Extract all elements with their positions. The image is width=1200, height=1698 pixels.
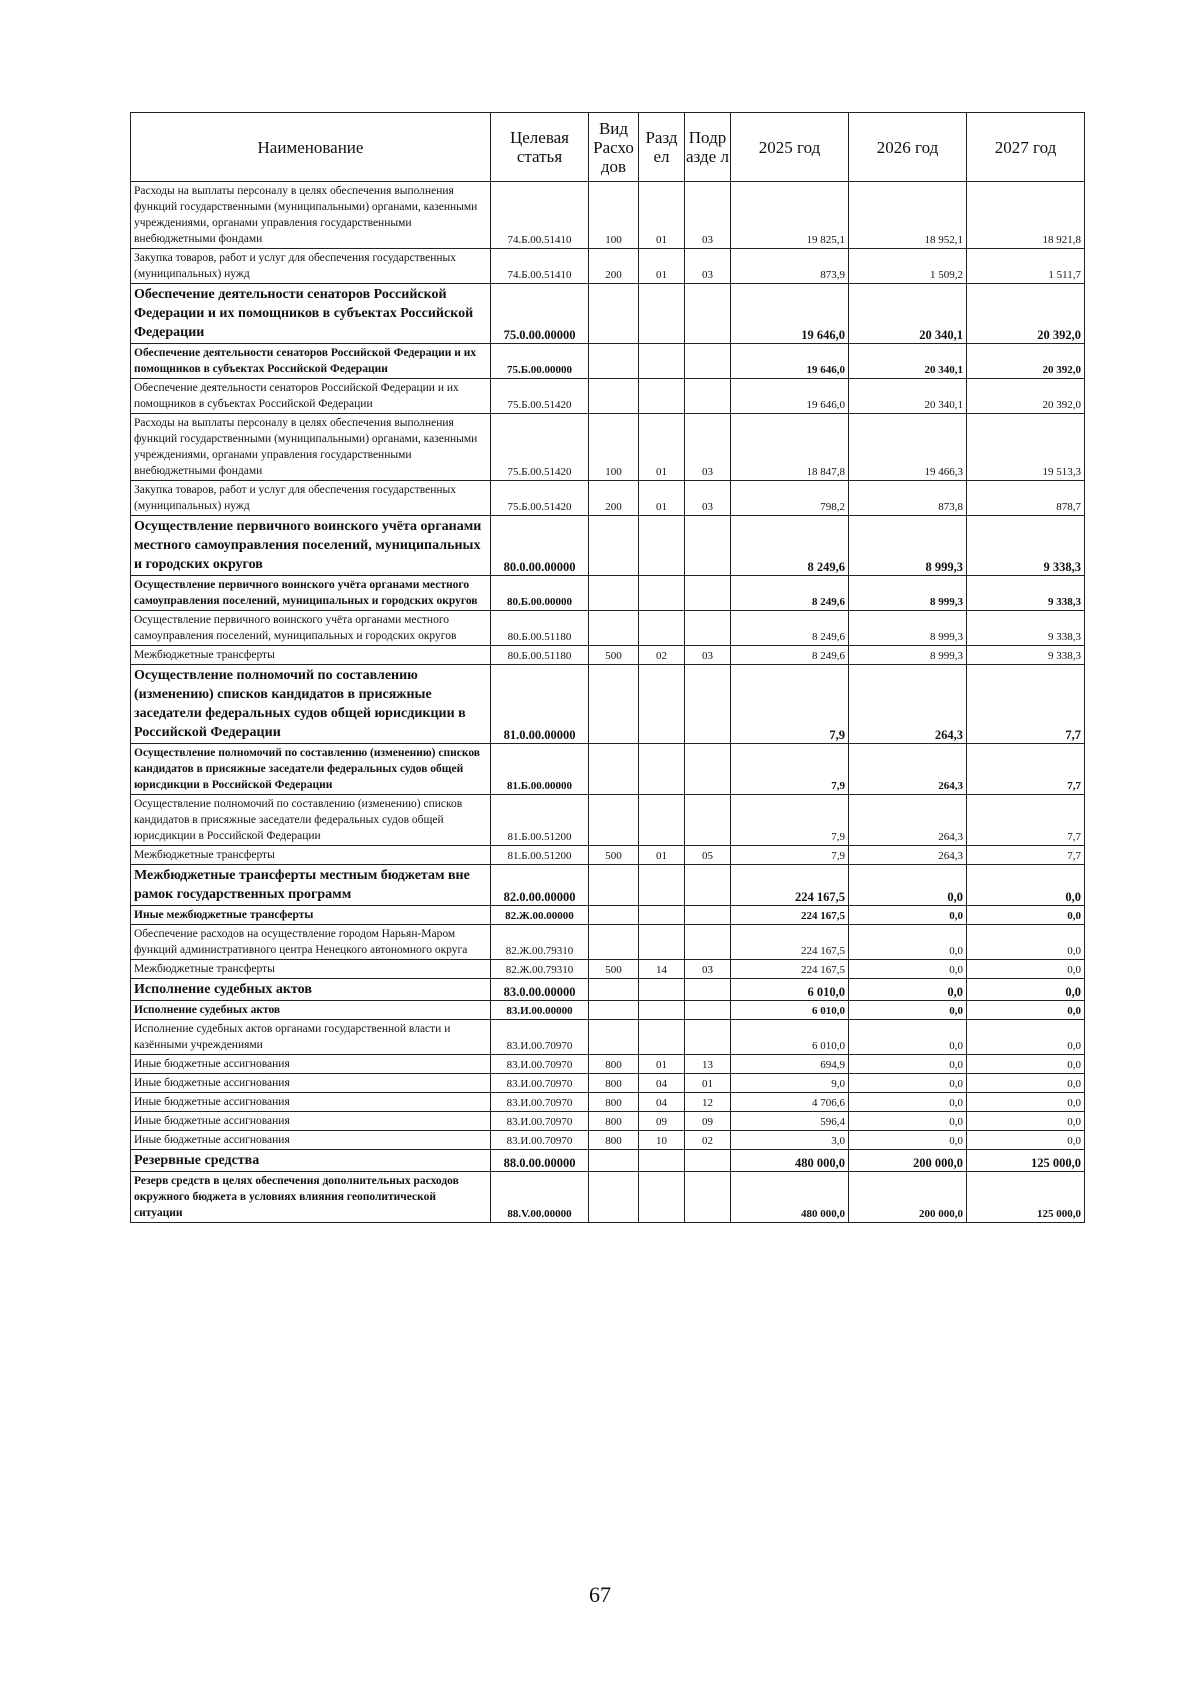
cell-y2027: 7,7 bbox=[967, 795, 1085, 846]
cell-vr bbox=[589, 1150, 639, 1172]
cell-name: Обеспечение деятельности сенаторов Российской Федерации и их помощников в субъектах Российской Федерации bbox=[131, 344, 491, 379]
cell-code: 80.0.00.00000 bbox=[491, 516, 589, 576]
cell-y2025: 8 249,6 bbox=[731, 646, 849, 665]
cell-y2027: 7,7 bbox=[967, 744, 1085, 795]
cell-code: 75.Б.00.00000 bbox=[491, 344, 589, 379]
cell-y2025: 19 646,0 bbox=[731, 344, 849, 379]
cell-rz bbox=[639, 1001, 685, 1020]
table-row bbox=[131, 744, 1085, 795]
cell-pr bbox=[685, 906, 731, 925]
cell-y2026: 0,0 bbox=[849, 979, 967, 1001]
cell-code: 82.Ж.00.79310 bbox=[491, 925, 589, 960]
cell-vr: 800 bbox=[589, 1093, 639, 1112]
cell-y2026: 200 000,0 bbox=[849, 1172, 967, 1223]
cell-name: Иные бюджетные ассигнования bbox=[131, 1055, 491, 1074]
cell-vr bbox=[589, 979, 639, 1001]
cell-name: Исполнение судебных актов bbox=[131, 979, 491, 1001]
cell-y2026: 0,0 bbox=[849, 1112, 967, 1131]
cell-y2027: 9 338,3 bbox=[967, 646, 1085, 665]
cell-code: 81.Б.00.51200 bbox=[491, 846, 589, 865]
cell-y2026: 0,0 bbox=[849, 1131, 967, 1150]
cell-y2026: 0,0 bbox=[849, 1093, 967, 1112]
cell-name: Закупка товаров, работ и услуг для обеспечения государственных (муниципальных) нужд bbox=[131, 249, 491, 284]
table-row bbox=[131, 414, 1085, 481]
cell-vr: 200 bbox=[589, 249, 639, 284]
table-row bbox=[131, 1150, 1085, 1172]
cell-y2027: 18 921,8 bbox=[967, 182, 1085, 249]
table-row bbox=[131, 865, 1085, 906]
cell-y2027: 20 392,0 bbox=[967, 344, 1085, 379]
cell-code: 83.0.00.00000 bbox=[491, 979, 589, 1001]
cell-code: 75.0.00.00000 bbox=[491, 284, 589, 344]
cell-vr: 800 bbox=[589, 1112, 639, 1131]
table-row bbox=[131, 846, 1085, 865]
cell-y2025: 694,9 bbox=[731, 1055, 849, 1074]
cell-name: Осуществление полномочий по составлению (изменению) списков кандидатов в присяжные заседатели федеральных судов общей юрисдикции в Российской Федерации bbox=[131, 795, 491, 846]
cell-y2025: 480 000,0 bbox=[731, 1172, 849, 1223]
cell-pr bbox=[685, 611, 731, 646]
table-row bbox=[131, 1172, 1085, 1223]
cell-name: Исполнение судебных актов bbox=[131, 1001, 491, 1020]
cell-y2027: 1 511,7 bbox=[967, 249, 1085, 284]
cell-y2025: 6 010,0 bbox=[731, 1020, 849, 1055]
header-code: Целевая статья bbox=[491, 113, 589, 182]
cell-pr: 05 bbox=[685, 846, 731, 865]
cell-vr bbox=[589, 284, 639, 344]
cell-y2027: 0,0 bbox=[967, 1074, 1085, 1093]
table-row bbox=[131, 249, 1085, 284]
cell-y2026: 0,0 bbox=[849, 1055, 967, 1074]
cell-rz bbox=[639, 1150, 685, 1172]
cell-rz bbox=[639, 379, 685, 414]
table-row bbox=[131, 979, 1085, 1001]
cell-vr: 500 bbox=[589, 646, 639, 665]
cell-vr bbox=[589, 665, 639, 744]
cell-y2027: 0,0 bbox=[967, 1112, 1085, 1131]
table-row bbox=[131, 1020, 1085, 1055]
table-row bbox=[131, 906, 1085, 925]
cell-y2025: 4 706,6 bbox=[731, 1093, 849, 1112]
cell-y2027: 0,0 bbox=[967, 865, 1085, 906]
cell-y2026: 0,0 bbox=[849, 906, 967, 925]
cell-y2027: 7,7 bbox=[967, 665, 1085, 744]
header-name: Наименование bbox=[131, 113, 491, 182]
cell-y2026: 0,0 bbox=[849, 925, 967, 960]
cell-pr: 03 bbox=[685, 414, 731, 481]
cell-name: Обеспечение деятельности сенаторов Российской Федерации и их помощников в субъектах Российской Федерации bbox=[131, 379, 491, 414]
cell-y2025: 8 249,6 bbox=[731, 576, 849, 611]
cell-name: Иные бюджетные ассигнования bbox=[131, 1074, 491, 1093]
cell-y2025: 224 167,5 bbox=[731, 960, 849, 979]
cell-y2027: 19 513,3 bbox=[967, 414, 1085, 481]
cell-y2026: 19 466,3 bbox=[849, 414, 967, 481]
cell-vr: 800 bbox=[589, 1074, 639, 1093]
cell-name: Обеспечение расходов на осуществление городом Нарьян-Маром функций административного центра Ненецкого автономного округа bbox=[131, 925, 491, 960]
cell-y2027: 9 338,3 bbox=[967, 516, 1085, 576]
cell-vr: 200 bbox=[589, 481, 639, 516]
table-row bbox=[131, 1112, 1085, 1131]
cell-pr: 13 bbox=[685, 1055, 731, 1074]
cell-rz bbox=[639, 865, 685, 906]
cell-rz bbox=[639, 344, 685, 379]
cell-rz bbox=[639, 611, 685, 646]
cell-y2025: 596,4 bbox=[731, 1112, 849, 1131]
cell-vr: 100 bbox=[589, 182, 639, 249]
cell-pr: 01 bbox=[685, 1074, 731, 1093]
cell-y2025: 9,0 bbox=[731, 1074, 849, 1093]
cell-rz: 14 bbox=[639, 960, 685, 979]
cell-code: 74.Б.00.51410 bbox=[491, 182, 589, 249]
cell-code: 83.И.00.70970 bbox=[491, 1020, 589, 1055]
cell-code: 88.0.00.00000 bbox=[491, 1150, 589, 1172]
cell-y2026: 20 340,1 bbox=[849, 379, 967, 414]
cell-y2027: 9 338,3 bbox=[967, 576, 1085, 611]
cell-y2026: 873,8 bbox=[849, 481, 967, 516]
cell-name: Обеспечение деятельности сенаторов Российской Федерации и их помощников в субъектах Российской Федерации bbox=[131, 284, 491, 344]
table-row bbox=[131, 795, 1085, 846]
budget-table bbox=[130, 112, 1085, 1223]
cell-y2025: 6 010,0 bbox=[731, 1001, 849, 1020]
cell-pr bbox=[685, 284, 731, 344]
cell-vr: 800 bbox=[589, 1131, 639, 1150]
cell-pr bbox=[685, 344, 731, 379]
cell-y2027: 0,0 bbox=[967, 1020, 1085, 1055]
cell-y2025: 224 167,5 bbox=[731, 925, 849, 960]
cell-pr: 03 bbox=[685, 249, 731, 284]
cell-y2027: 7,7 bbox=[967, 846, 1085, 865]
cell-code: 83.И.00.00000 bbox=[491, 1001, 589, 1020]
table-row bbox=[131, 1131, 1085, 1150]
cell-code: 83.И.00.70970 bbox=[491, 1093, 589, 1112]
cell-rz: 04 bbox=[639, 1093, 685, 1112]
cell-pr: 03 bbox=[685, 481, 731, 516]
cell-vr bbox=[589, 344, 639, 379]
cell-y2027: 20 392,0 bbox=[967, 284, 1085, 344]
cell-code: 75.Б.00.51420 bbox=[491, 379, 589, 414]
cell-pr bbox=[685, 1001, 731, 1020]
cell-y2025: 873,9 bbox=[731, 249, 849, 284]
header-row bbox=[131, 113, 1085, 182]
table-row bbox=[131, 379, 1085, 414]
cell-y2026: 0,0 bbox=[849, 1001, 967, 1020]
cell-rz bbox=[639, 979, 685, 1001]
cell-y2026: 264,3 bbox=[849, 795, 967, 846]
cell-rz bbox=[639, 516, 685, 576]
cell-vr: 800 bbox=[589, 1055, 639, 1074]
cell-vr: 500 bbox=[589, 960, 639, 979]
cell-pr bbox=[685, 925, 731, 960]
cell-y2027: 878,7 bbox=[967, 481, 1085, 516]
cell-y2026: 200 000,0 bbox=[849, 1150, 967, 1172]
cell-pr: 02 bbox=[685, 1131, 731, 1150]
table-row bbox=[131, 344, 1085, 379]
cell-pr: 12 bbox=[685, 1093, 731, 1112]
cell-code: 80.Б.00.51180 bbox=[491, 611, 589, 646]
cell-rz bbox=[639, 795, 685, 846]
cell-name: Исполнение судебных актов органами государственной власти и казёнными учреждениями bbox=[131, 1020, 491, 1055]
cell-y2025: 8 249,6 bbox=[731, 611, 849, 646]
cell-y2027: 0,0 bbox=[967, 1055, 1085, 1074]
cell-y2027: 9 338,3 bbox=[967, 611, 1085, 646]
cell-pr bbox=[685, 865, 731, 906]
cell-pr bbox=[685, 576, 731, 611]
cell-y2025: 18 847,8 bbox=[731, 414, 849, 481]
table-row bbox=[131, 665, 1085, 744]
cell-y2027: 0,0 bbox=[967, 1001, 1085, 1020]
cell-y2027: 0,0 bbox=[967, 979, 1085, 1001]
cell-y2025: 7,9 bbox=[731, 744, 849, 795]
cell-y2026: 8 999,3 bbox=[849, 646, 967, 665]
cell-y2026: 8 999,3 bbox=[849, 576, 967, 611]
cell-y2027: 125 000,0 bbox=[967, 1150, 1085, 1172]
page-number: 67 bbox=[589, 1582, 611, 1607]
table-row bbox=[131, 925, 1085, 960]
cell-rz bbox=[639, 906, 685, 925]
cell-y2025: 798,2 bbox=[731, 481, 849, 516]
cell-pr bbox=[685, 1150, 731, 1172]
cell-y2027: 125 000,0 bbox=[967, 1172, 1085, 1223]
cell-y2027: 0,0 bbox=[967, 960, 1085, 979]
cell-y2026: 18 952,1 bbox=[849, 182, 967, 249]
cell-rz: 09 bbox=[639, 1112, 685, 1131]
cell-vr bbox=[589, 611, 639, 646]
cell-y2025: 8 249,6 bbox=[731, 516, 849, 576]
cell-name: Осуществление первичного воинского учёта органами местного самоуправления поселений, муниципальных и городских округов bbox=[131, 576, 491, 611]
cell-y2026: 264,3 bbox=[849, 846, 967, 865]
cell-code: 83.И.00.70970 bbox=[491, 1112, 589, 1131]
cell-y2025: 3,0 bbox=[731, 1131, 849, 1150]
cell-rz bbox=[639, 284, 685, 344]
cell-y2027: 20 392,0 bbox=[967, 379, 1085, 414]
cell-y2027: 0,0 bbox=[967, 1093, 1085, 1112]
cell-rz bbox=[639, 576, 685, 611]
cell-vr bbox=[589, 865, 639, 906]
cell-y2027: 0,0 bbox=[967, 1131, 1085, 1150]
cell-rz: 01 bbox=[639, 414, 685, 481]
cell-code: 83.И.00.70970 bbox=[491, 1055, 589, 1074]
header-vr: Вид Расхо дов bbox=[589, 113, 639, 182]
cell-y2026: 0,0 bbox=[849, 865, 967, 906]
header-rz: Разд ел bbox=[639, 113, 685, 182]
cell-code: 81.0.00.00000 bbox=[491, 665, 589, 744]
cell-rz bbox=[639, 925, 685, 960]
table-row bbox=[131, 182, 1085, 249]
cell-code: 80.Б.00.00000 bbox=[491, 576, 589, 611]
cell-pr bbox=[685, 1172, 731, 1223]
cell-pr bbox=[685, 744, 731, 795]
cell-pr bbox=[685, 665, 731, 744]
header-pr: Подр азде л bbox=[685, 113, 731, 182]
cell-y2025: 7,9 bbox=[731, 846, 849, 865]
cell-y2025: 7,9 bbox=[731, 665, 849, 744]
header-2027: 2027 год bbox=[967, 113, 1085, 182]
cell-name: Иные межбюджетные трансферты bbox=[131, 906, 491, 925]
cell-y2025: 480 000,0 bbox=[731, 1150, 849, 1172]
cell-code: 81.Б.00.00000 bbox=[491, 744, 589, 795]
cell-y2025: 6 010,0 bbox=[731, 979, 849, 1001]
cell-code: 83.И.00.70970 bbox=[491, 1074, 589, 1093]
cell-name: Резерв средств в целях обеспечения дополнительных расходов окружного бюджета в условиях влияния геополитической ситуации bbox=[131, 1172, 491, 1223]
cell-code: 75.Б.00.51420 bbox=[491, 414, 589, 481]
cell-rz: 04 bbox=[639, 1074, 685, 1093]
header-2026: 2026 год bbox=[849, 113, 967, 182]
cell-y2026: 20 340,1 bbox=[849, 284, 967, 344]
cell-y2026: 8 999,3 bbox=[849, 516, 967, 576]
cell-vr: 100 bbox=[589, 414, 639, 481]
cell-name: Межбюджетные трансферты bbox=[131, 846, 491, 865]
cell-y2027: 0,0 bbox=[967, 906, 1085, 925]
cell-name: Осуществление первичного воинского учёта органами местного самоуправления поселений, муниципальных и городских округов bbox=[131, 516, 491, 576]
table-body bbox=[131, 182, 1085, 1223]
cell-rz: 01 bbox=[639, 846, 685, 865]
cell-name: Иные бюджетные ассигнования bbox=[131, 1131, 491, 1150]
cell-name: Иные бюджетные ассигнования bbox=[131, 1112, 491, 1131]
cell-name: Иные бюджетные ассигнования bbox=[131, 1093, 491, 1112]
cell-rz bbox=[639, 1020, 685, 1055]
cell-code: 82.Ж.00.79310 bbox=[491, 960, 589, 979]
cell-vr bbox=[589, 576, 639, 611]
table-row bbox=[131, 646, 1085, 665]
cell-vr bbox=[589, 906, 639, 925]
cell-pr: 03 bbox=[685, 182, 731, 249]
cell-code: 75.Б.00.51420 bbox=[491, 481, 589, 516]
cell-pr bbox=[685, 379, 731, 414]
cell-rz bbox=[639, 1172, 685, 1223]
table-row bbox=[131, 576, 1085, 611]
cell-code: 83.И.00.70970 bbox=[491, 1131, 589, 1150]
cell-y2026: 264,3 bbox=[849, 665, 967, 744]
cell-vr bbox=[589, 925, 639, 960]
table-row bbox=[131, 284, 1085, 344]
table-row bbox=[131, 1055, 1085, 1074]
cell-pr: 03 bbox=[685, 646, 731, 665]
table-row bbox=[131, 516, 1085, 576]
cell-pr bbox=[685, 516, 731, 576]
table-row bbox=[131, 481, 1085, 516]
cell-name: Осуществление первичного воинского учёта органами местного самоуправления поселений, муниципальных и городских округов bbox=[131, 611, 491, 646]
cell-rz: 02 bbox=[639, 646, 685, 665]
cell-code: 81.Б.00.51200 bbox=[491, 795, 589, 846]
cell-vr: 500 bbox=[589, 846, 639, 865]
cell-rz: 01 bbox=[639, 249, 685, 284]
table-row bbox=[131, 1093, 1085, 1112]
cell-y2025: 224 167,5 bbox=[731, 906, 849, 925]
cell-y2026: 8 999,3 bbox=[849, 611, 967, 646]
table-row bbox=[131, 1001, 1085, 1020]
cell-y2027: 0,0 bbox=[967, 925, 1085, 960]
header-2025: 2025 год bbox=[731, 113, 849, 182]
cell-y2025: 7,9 bbox=[731, 795, 849, 846]
cell-vr bbox=[589, 1001, 639, 1020]
cell-y2026: 0,0 bbox=[849, 1020, 967, 1055]
cell-rz: 10 bbox=[639, 1131, 685, 1150]
cell-y2025: 19 646,0 bbox=[731, 379, 849, 414]
cell-y2026: 0,0 bbox=[849, 1074, 967, 1093]
cell-name: Расходы на выплаты персоналу в целях обеспечения выполнения функций государственными (муниципальными) органами, казенными учреждениями, органами управления государственными внебюджетными фондами bbox=[131, 414, 491, 481]
cell-rz bbox=[639, 744, 685, 795]
cell-code: 82.Ж.00.00000 bbox=[491, 906, 589, 925]
cell-rz bbox=[639, 665, 685, 744]
cell-name: Осуществление полномочий по составлению (изменению) списков кандидатов в присяжные заседатели федеральных судов общей юрисдикции в Российской Федерации bbox=[131, 665, 491, 744]
cell-name: Резервные средства bbox=[131, 1150, 491, 1172]
table-row bbox=[131, 960, 1085, 979]
cell-name: Расходы на выплаты персоналу в целях обеспечения выполнения функций государственными (муниципальными) органами, казенными учреждениями, органами управления государственными внебюджетными фондами bbox=[131, 182, 491, 249]
cell-name: Межбюджетные трансферты bbox=[131, 646, 491, 665]
cell-y2026: 264,3 bbox=[849, 744, 967, 795]
cell-pr: 03 bbox=[685, 960, 731, 979]
cell-vr bbox=[589, 1172, 639, 1223]
cell-name: Осуществление полномочий по составлению (изменению) списков кандидатов в присяжные заседатели федеральных судов общей юрисдикции в Российской Федерации bbox=[131, 744, 491, 795]
cell-rz: 01 bbox=[639, 182, 685, 249]
cell-y2025: 19 825,1 bbox=[731, 182, 849, 249]
cell-pr bbox=[685, 795, 731, 846]
cell-vr bbox=[589, 516, 639, 576]
cell-vr bbox=[589, 744, 639, 795]
cell-vr bbox=[589, 379, 639, 414]
cell-name: Закупка товаров, работ и услуг для обеспечения государственных (муниципальных) нужд bbox=[131, 481, 491, 516]
table-row bbox=[131, 611, 1085, 646]
cell-pr: 09 bbox=[685, 1112, 731, 1131]
cell-rz: 01 bbox=[639, 1055, 685, 1074]
cell-pr bbox=[685, 1020, 731, 1055]
cell-code: 74.Б.00.51410 bbox=[491, 249, 589, 284]
cell-code: 80.Б.00.51180 bbox=[491, 646, 589, 665]
cell-rz: 01 bbox=[639, 481, 685, 516]
cell-code: 82.0.00.00000 bbox=[491, 865, 589, 906]
cell-vr bbox=[589, 1020, 639, 1055]
cell-name: Межбюджетные трансферты местным бюджетам вне рамок государственных программ bbox=[131, 865, 491, 906]
cell-pr bbox=[685, 979, 731, 1001]
cell-code: 88.V.00.00000 bbox=[491, 1172, 589, 1223]
cell-y2025: 224 167,5 bbox=[731, 865, 849, 906]
cell-name: Межбюджетные трансферты bbox=[131, 960, 491, 979]
cell-y2026: 0,0 bbox=[849, 960, 967, 979]
cell-y2026: 20 340,1 bbox=[849, 344, 967, 379]
cell-y2026: 1 509,2 bbox=[849, 249, 967, 284]
table-row bbox=[131, 1074, 1085, 1093]
cell-vr bbox=[589, 795, 639, 846]
cell-y2025: 19 646,0 bbox=[731, 284, 849, 344]
